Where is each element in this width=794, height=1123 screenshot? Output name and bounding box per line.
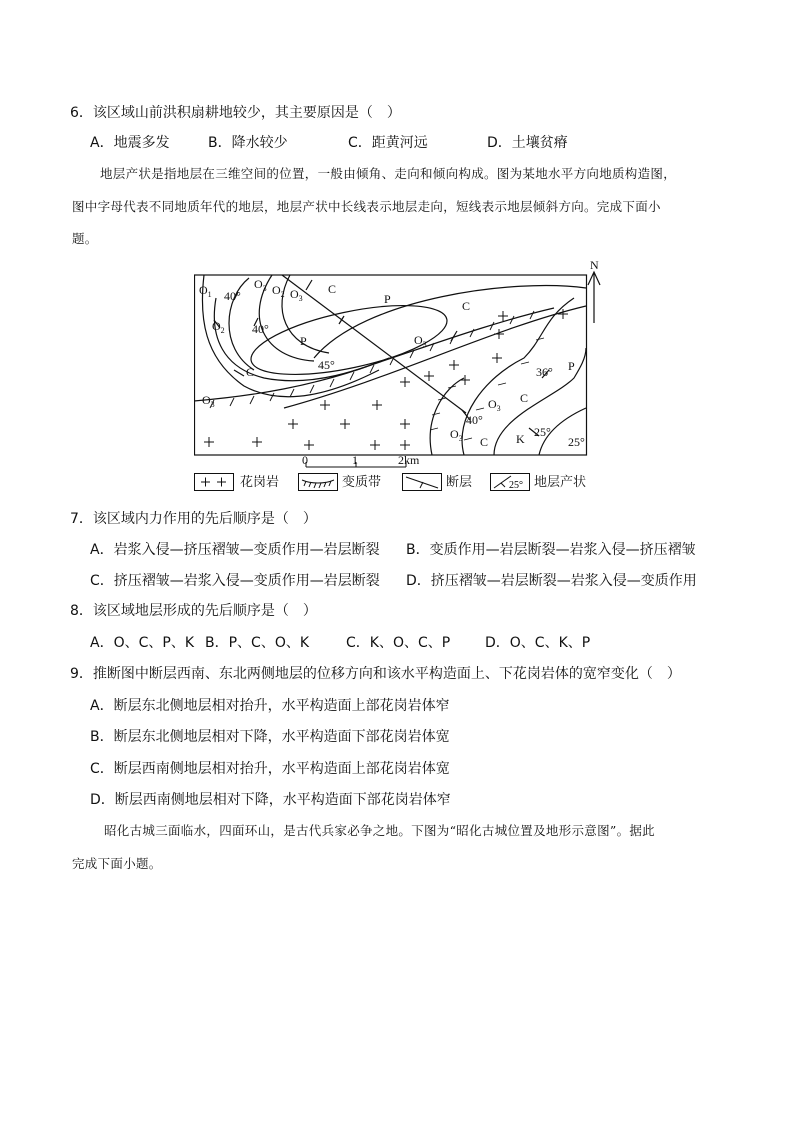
- question-9-stem: 9．推断图中断层西南、东北两侧地层的位移方向和该水平构造面上、下花岗岩体的宽窄变化（ ）: [70, 666, 681, 682]
- label-c-north: C: [328, 282, 337, 296]
- q6-option-c: C．距黄河远: [348, 135, 428, 151]
- attitude-legend-label: 地层产状: [534, 475, 587, 490]
- question-6-stem: 6．该区域山前洪积扇耕地较少，其主要原因是（ ）: [70, 105, 401, 121]
- label-dip-40-b: 40°: [252, 322, 269, 336]
- geologic-structure-map: [194, 258, 604, 472]
- label-p-north: P: [384, 292, 391, 306]
- metamorphic-legend-swatch: [298, 473, 338, 491]
- q9-option-c: C．断层西南侧地层相对抬升，水平构造面上部花岗岩体宽: [90, 761, 450, 777]
- label-c-east: C: [462, 299, 471, 313]
- passage-2-line-1: 昭化古城三面临水，四面环山，是古代兵家必争之地。下图为“昭化古城位置及地形示意图”。据此: [104, 823, 655, 838]
- scale-1: 1: [352, 453, 358, 467]
- label-o3-mid: $O_3$: [414, 333, 427, 349]
- fault-legend-swatch: [402, 473, 442, 491]
- label-o3-east: $O_3$: [488, 397, 501, 413]
- q7-option-d: D．挤压褶皱—岩层断裂—岩浆入侵—变质作用: [406, 573, 697, 589]
- passage-1-line-1: 地层产状是指地层在三维空间的位置，一般由倾角、走向和倾向构成。图为某地水平方向地质构造图，: [100, 166, 677, 181]
- label-o3-south: $O_3$: [450, 427, 463, 443]
- label-o2: $O_2$: [212, 319, 225, 335]
- q6-option-d: D．土壤贫瘠: [487, 135, 568, 151]
- label-o2-top: $O_2$: [272, 283, 285, 299]
- label-c-east-2: C: [520, 391, 529, 405]
- q9-option-a: A．断层东北侧地层相对抬升，水平构造面上部花岗岩体窄: [90, 698, 450, 714]
- label-dip-36: 36°: [536, 365, 553, 379]
- granite-legend-swatch: [194, 473, 234, 491]
- q9-option-d: D．断层西南侧地层相对下降，水平构造面下部花岗岩体窄: [90, 792, 451, 808]
- svg-text:25°: 25°: [509, 480, 523, 490]
- q9-option-b: B．断层东北侧地层相对下降，水平构造面下部花岗岩体宽: [90, 729, 450, 745]
- fault-sense-mark: [339, 316, 344, 324]
- label-p-core: P: [300, 334, 307, 348]
- passage-1-line-2: 图中字母代表不同地质年代的地层，地层产状中长线表示地层走向，短线表示地层倾斜方向。完成下面小: [72, 199, 661, 214]
- q7-option-b: B．变质作用—岩层断裂—岩浆入侵—挤压褶皱: [406, 542, 696, 558]
- contour-inner-1: [259, 275, 314, 361]
- granite-legend-label: 花岗岩: [240, 475, 280, 490]
- label-c-south: C: [480, 435, 489, 449]
- label-o3-top-2: $O_3$: [290, 287, 303, 303]
- label-dip-40-c: 40°: [466, 413, 483, 427]
- q6-option-b: B．降水较少: [208, 135, 288, 151]
- contour-o3-c-east: [284, 306, 586, 408]
- label-k: K: [516, 432, 525, 446]
- q8-option-d: D．O、C、K、P: [485, 635, 591, 651]
- dip-marker-north: [306, 280, 312, 290]
- attitude-legend-swatch: [490, 473, 530, 491]
- label-dip-45: 45°: [318, 358, 335, 372]
- label-dip-40-a: 40°: [224, 289, 241, 303]
- north-label: N: [590, 258, 599, 272]
- label-c-west: C: [246, 365, 255, 379]
- label-dip-25-b: 25°: [568, 435, 585, 449]
- passage-1-line-3: 题。: [72, 231, 98, 246]
- scale-0: 0: [302, 453, 308, 467]
- fault-legend-label: 断层: [446, 475, 473, 490]
- q8-option-c: C．K、O、C、P: [346, 635, 451, 651]
- contour-c-p-north: [314, 286, 586, 358]
- q7-option-c: C．挤压褶皱—岩浆入侵—变质作用—岩层断裂: [90, 573, 380, 589]
- question-7-stem: 7．该区域内力作用的先后顺序是（ ）: [70, 511, 317, 527]
- q6-option-a: A．地震多发: [90, 135, 170, 151]
- passage-2-line-2: 完成下面小题。: [72, 856, 162, 871]
- label-dip-25-a: 25°: [534, 425, 551, 439]
- metamorphic-zone-boundary: [194, 308, 554, 401]
- label-p-east: P: [568, 359, 575, 373]
- scale-2km: 2km: [398, 453, 420, 467]
- fault-line: [282, 275, 466, 413]
- dip-marker-west: [234, 370, 244, 376]
- question-8-stem: 8．该区域地层形成的先后顺序是（ ）: [70, 603, 317, 619]
- q8-option-a: A．O、C、P、K: [90, 635, 194, 651]
- q8-option-b: B．P、C、O、K: [205, 635, 310, 651]
- label-o1: $O_1$: [199, 283, 212, 299]
- label-o3-west: $O_3$: [202, 393, 215, 409]
- metamorphic-legend-label: 变质带: [342, 475, 382, 490]
- label-o3-top: $O_3$: [254, 277, 267, 293]
- q7-option-a: A．岩浆入侵—挤压褶皱—变质作用—岩层断裂: [90, 542, 380, 558]
